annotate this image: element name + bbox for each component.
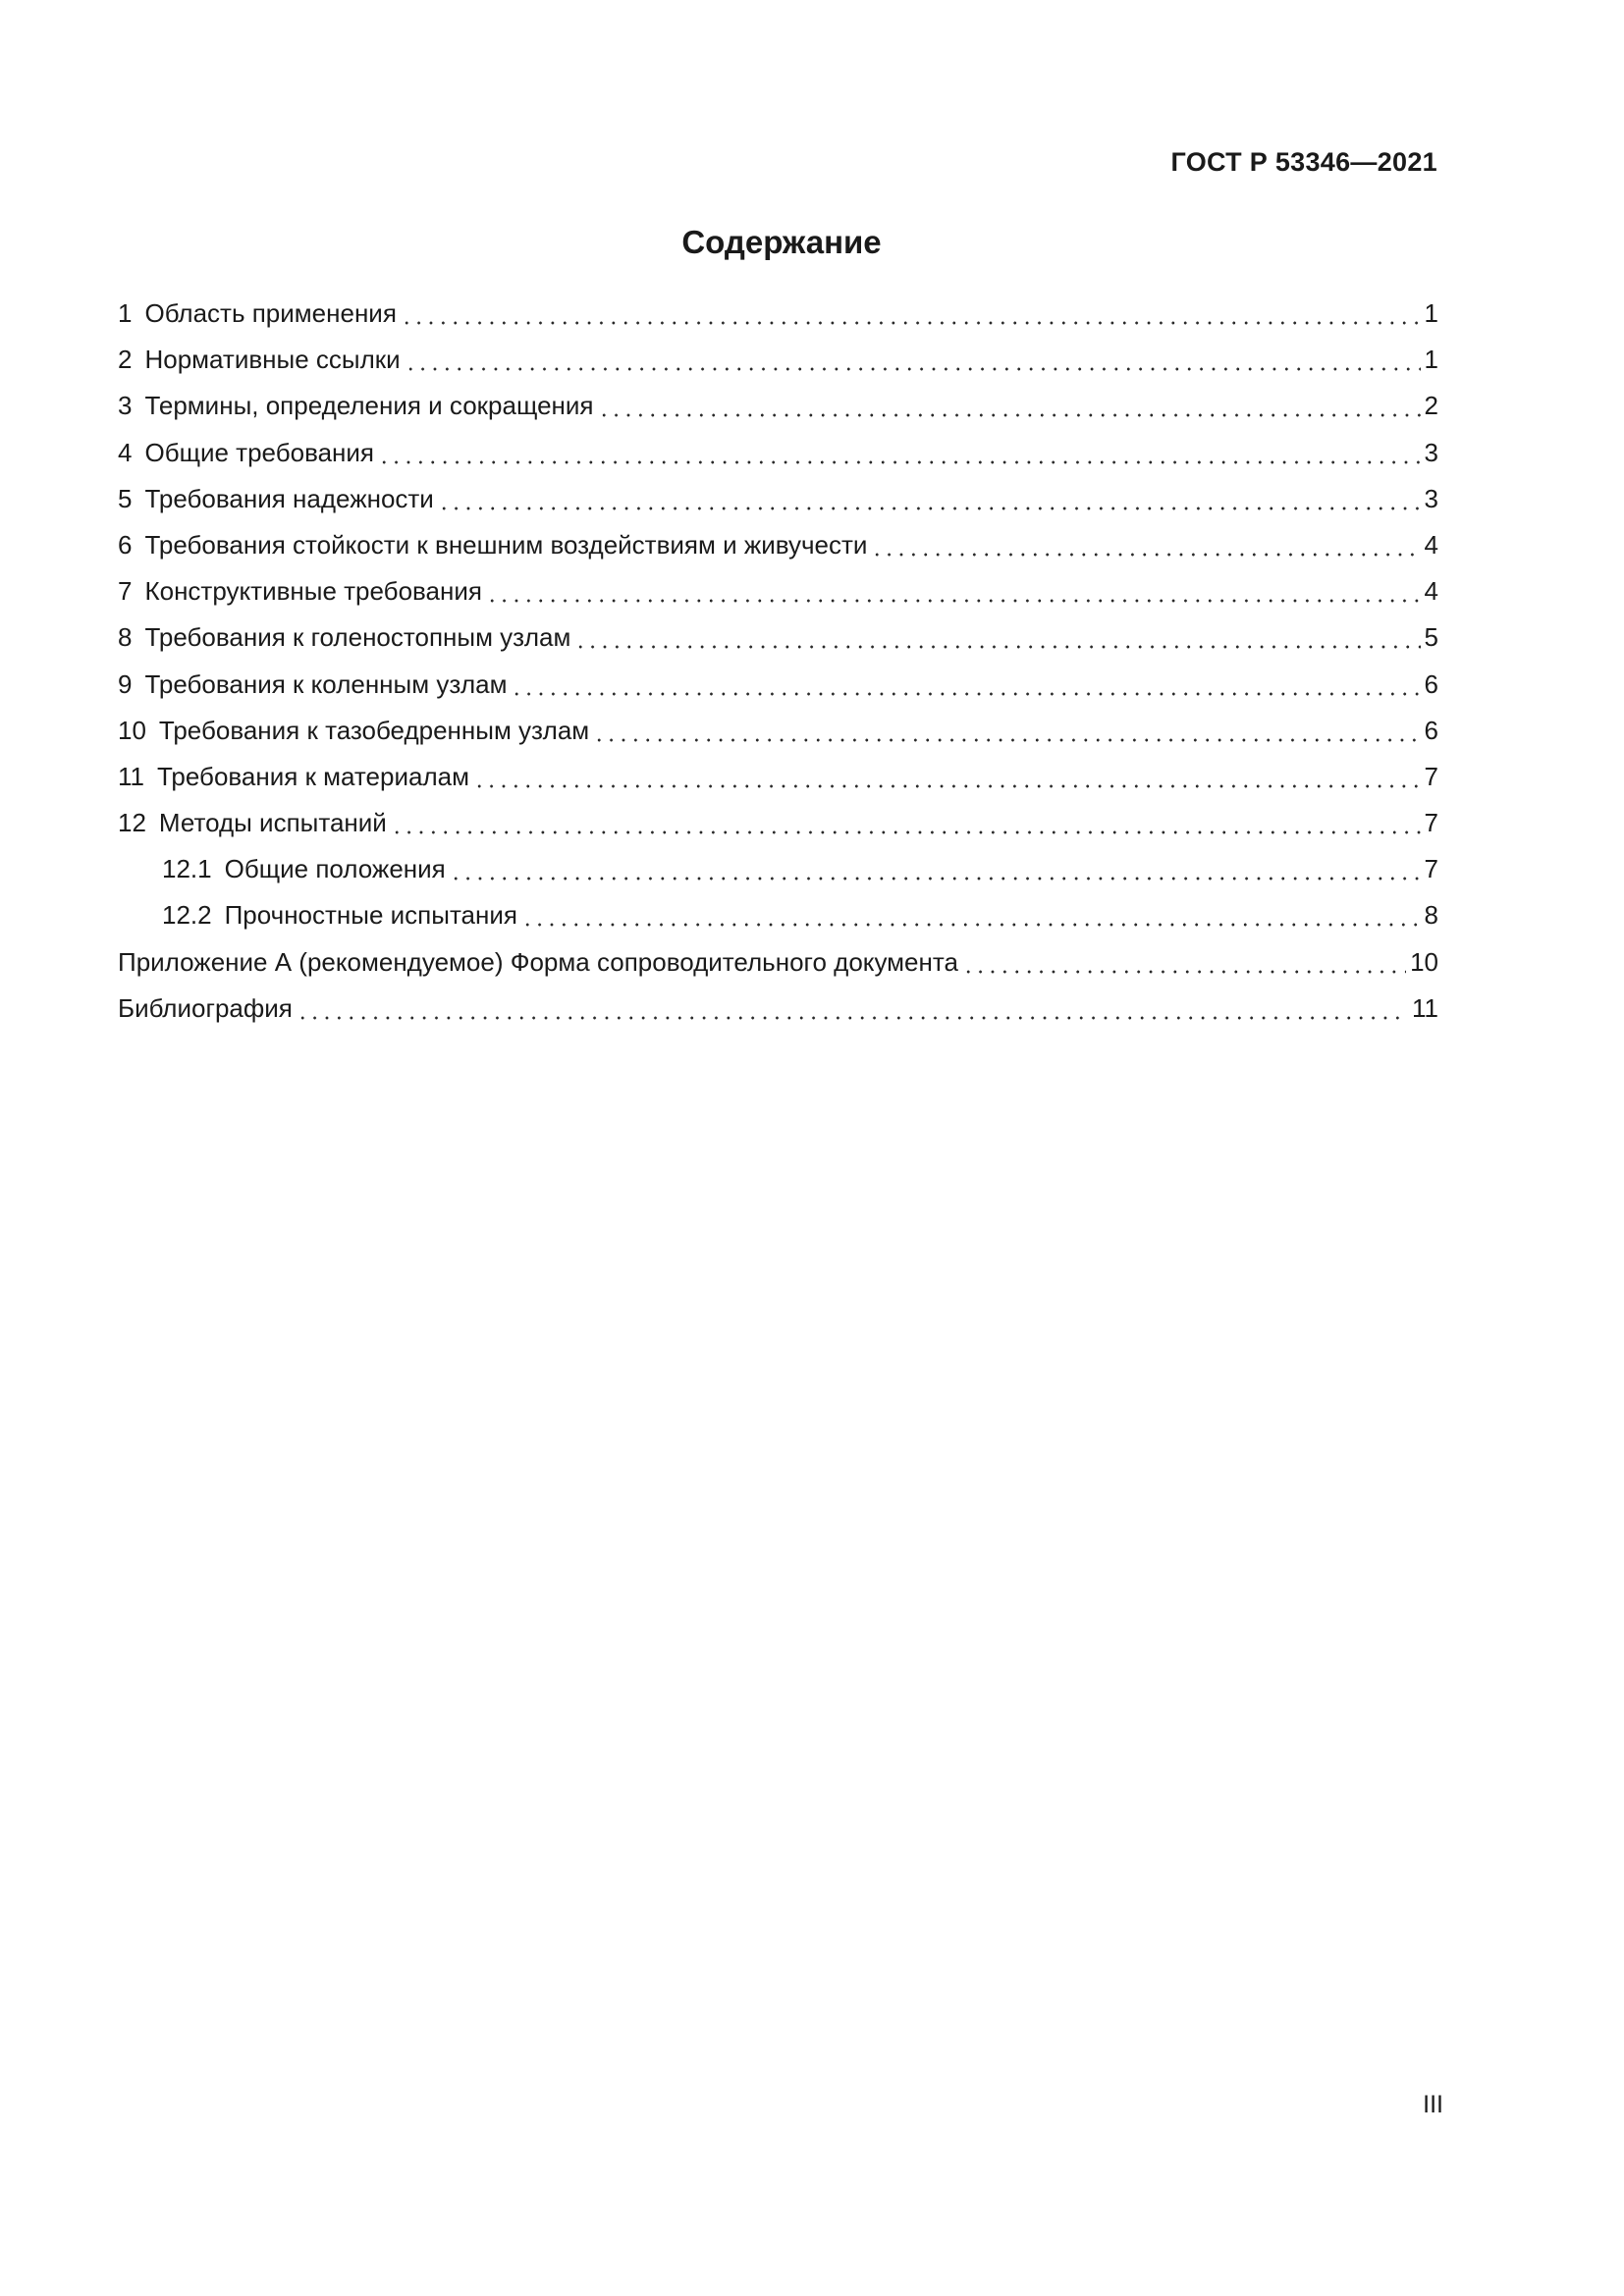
toc-entry-page: 3	[1424, 437, 1438, 467]
toc-entry-title: Требования к голеностопным узлам	[144, 622, 571, 653]
toc-entry-number: 9	[118, 668, 133, 699]
toc-entry-page: 4	[1424, 529, 1438, 560]
toc-entry[interactable]	[118, 482, 1438, 528]
toc-dot-leader	[391, 810, 1421, 835]
standard-code-header: ГОСТ Р 53346—2021	[1170, 147, 1437, 177]
toc-entry-title: Приложение А (рекомендуемое) Форма сопроводительного документа	[118, 946, 958, 977]
toc-entry-number: 10	[118, 715, 146, 745]
toc-entry-page: 7	[1424, 854, 1438, 884]
toc-entry-page: 2	[1424, 391, 1438, 421]
toc-dot-leader	[598, 393, 1421, 418]
toc-entry-title: Требования к тазобедренным узлам	[158, 715, 590, 745]
toc-entry-title: Термины, определения и сокращения	[144, 391, 594, 421]
toc-entry-page: 4	[1424, 576, 1438, 607]
toc-dot-leader	[297, 995, 1408, 1021]
toc-entry-page: 1	[1424, 345, 1438, 375]
toc-dot-leader	[574, 624, 1420, 650]
toc-dot-leader	[593, 718, 1420, 743]
toc-title: Содержание	[681, 224, 882, 260]
toc-entry-number: 11	[118, 761, 144, 791]
toc-entry[interactable]	[118, 714, 1438, 760]
toc-entry[interactable]	[118, 343, 1438, 389]
page-number: III	[1423, 2091, 1443, 2118]
toc-entry-page: 10	[1410, 946, 1438, 977]
toc-entry[interactable]	[118, 898, 1438, 944]
toc-entry-title: Требования к коленным узлам	[144, 668, 508, 699]
toc-dot-leader	[378, 440, 1421, 465]
toc-entry-page: 6	[1424, 715, 1438, 745]
toc-dot-leader	[438, 486, 1421, 511]
toc-entry[interactable]	[118, 620, 1438, 667]
toc-entry-page: 5	[1424, 622, 1438, 653]
toc-dot-leader	[511, 671, 1420, 697]
toc-entry[interactable]	[118, 667, 1438, 714]
toc-entry[interactable]	[118, 574, 1438, 620]
toc-entry-page: 7	[1424, 808, 1438, 838]
toc-entry-number: 3	[118, 391, 133, 421]
toc-entry-number: 6	[118, 529, 133, 560]
toc-entry-number: 12.1	[162, 854, 212, 884]
toc-dot-leader	[450, 856, 1421, 881]
toc-entry-title: Методы испытаний	[158, 808, 387, 838]
toc-entry[interactable]	[118, 436, 1438, 482]
toc-entry-number: 12.2	[162, 900, 212, 931]
toc-dot-leader	[486, 578, 1421, 604]
toc-entry-number: 8	[118, 622, 133, 653]
toc-entry-number: 4	[118, 437, 133, 467]
toc-entry-title: Прочностные испытания	[224, 900, 517, 931]
toc-entry-title: Требования надежности	[144, 483, 434, 513]
toc-entry-page: 6	[1424, 668, 1438, 699]
toc-entry-title: Общие требования	[144, 437, 375, 467]
toc-entry-title: Требования к материалам	[157, 761, 469, 791]
toc-entry-page: 11	[1412, 992, 1438, 1023]
toc-entry-number: 5	[118, 483, 133, 513]
toc-entry-title: Общие положения	[224, 854, 446, 884]
toc-entry-number: 12	[118, 808, 146, 838]
toc-entry-number: 7	[118, 576, 133, 607]
toc-entry-page: 1	[1424, 298, 1438, 328]
toc-dot-leader	[521, 902, 1421, 928]
toc-entry[interactable]	[118, 528, 1438, 574]
toc-dot-leader	[962, 949, 1406, 975]
toc-entry-title: Требования стойкости к внешним воздействиям и живучести	[144, 529, 868, 560]
toc-entry[interactable]	[118, 945, 1438, 991]
toc-entry-page: 8	[1424, 900, 1438, 931]
toc-entry[interactable]	[118, 760, 1438, 806]
toc-dot-leader	[401, 300, 1421, 326]
toc-dot-leader	[871, 532, 1420, 558]
toc-entry[interactable]	[118, 806, 1438, 852]
toc-entry-title: Библиография	[118, 992, 293, 1023]
toc-dot-leader	[473, 764, 1421, 789]
toc-entry[interactable]	[118, 852, 1438, 898]
toc-entry-title: Нормативные ссылки	[144, 345, 401, 375]
toc-entry-page: 3	[1424, 483, 1438, 513]
toc-entry[interactable]	[118, 389, 1438, 435]
toc-entry-number: 2	[118, 345, 133, 375]
toc-entry-number: 1	[118, 298, 133, 328]
toc-entry-title: Конструктивные требования	[144, 576, 482, 607]
table-of-contents	[118, 296, 1438, 1038]
toc-dot-leader	[405, 347, 1421, 372]
toc-entry-title: Область применения	[144, 298, 397, 328]
toc-entry[interactable]	[118, 296, 1438, 343]
toc-entry-page: 7	[1424, 761, 1438, 791]
toc-entry[interactable]	[118, 991, 1438, 1038]
